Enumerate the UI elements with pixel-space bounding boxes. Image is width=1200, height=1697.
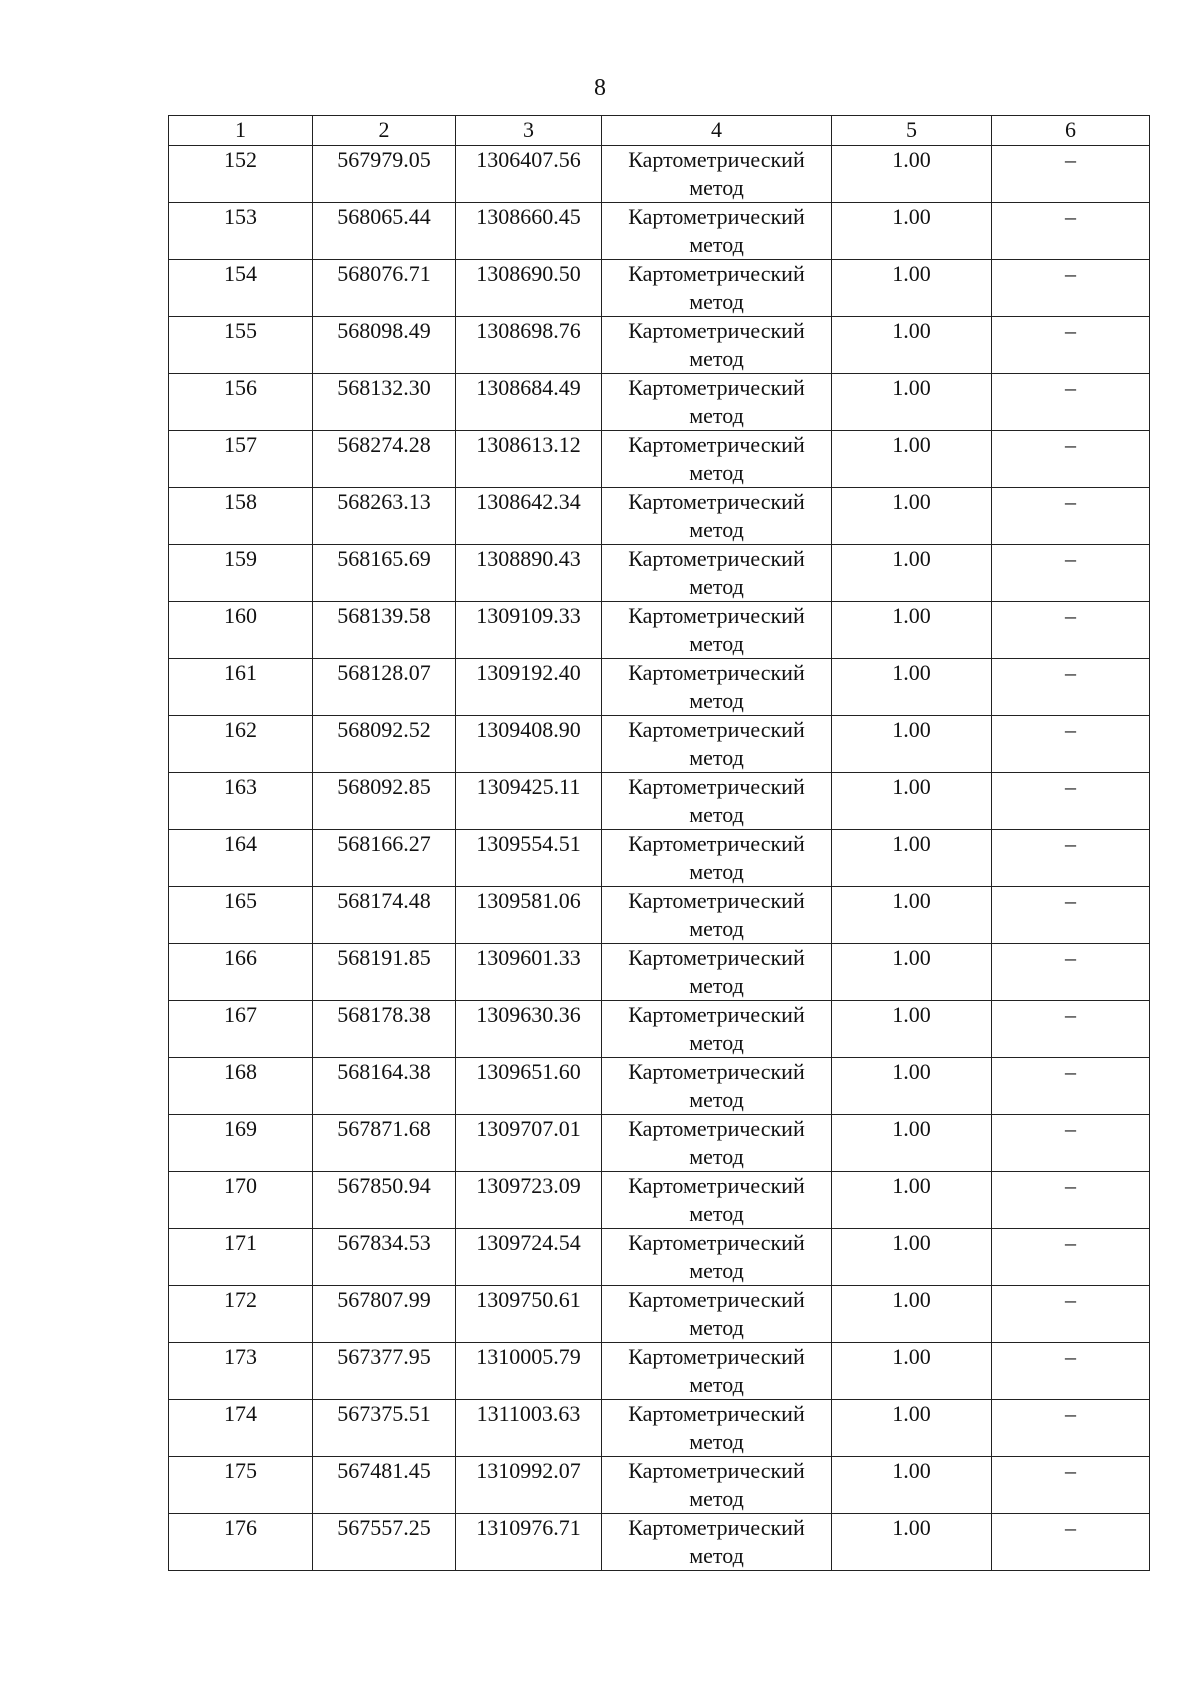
method-cell: Картометрический метод [602, 1058, 832, 1115]
x-coordinate-cell: 568076.71 [313, 260, 456, 317]
column-header: 3 [456, 116, 602, 146]
method-cell: Картометрический метод [602, 431, 832, 488]
table-row [169, 545, 1150, 602]
method-cell: Картометрический метод [602, 887, 832, 944]
method-cell: Картометрический метод [602, 146, 832, 203]
y-coordinate-cell: 1310005.79 [456, 1343, 602, 1400]
point-number-cell: 159 [169, 545, 313, 602]
note-cell: – [992, 602, 1150, 659]
table-row [169, 1001, 1150, 1058]
table-row [169, 830, 1150, 887]
note-cell: – [992, 1514, 1150, 1571]
note-cell: – [992, 659, 1150, 716]
method-cell: Картометрический метод [602, 374, 832, 431]
table-row [169, 773, 1150, 830]
y-coordinate-cell: 1309581.06 [456, 887, 602, 944]
accuracy-cell: 1.00 [832, 944, 992, 1001]
y-coordinate-cell: 1308660.45 [456, 203, 602, 260]
point-number-cell: 152 [169, 146, 313, 203]
point-number-cell: 153 [169, 203, 313, 260]
y-coordinate-cell: 1308613.12 [456, 431, 602, 488]
accuracy-cell: 1.00 [832, 260, 992, 317]
point-number-cell: 172 [169, 1286, 313, 1343]
table-row [169, 716, 1150, 773]
x-coordinate-cell: 567871.68 [313, 1115, 456, 1172]
y-coordinate-cell: 1308684.49 [456, 374, 602, 431]
y-coordinate-cell: 1309651.60 [456, 1058, 602, 1115]
method-cell: Картометрический метод [602, 830, 832, 887]
note-cell: – [992, 944, 1150, 1001]
table-row [169, 146, 1150, 203]
y-coordinate-cell: 1308890.43 [456, 545, 602, 602]
y-coordinate-cell: 1311003.63 [456, 1400, 602, 1457]
accuracy-cell: 1.00 [832, 317, 992, 374]
x-coordinate-cell: 567807.99 [313, 1286, 456, 1343]
note-cell: – [992, 203, 1150, 260]
accuracy-cell: 1.00 [832, 545, 992, 602]
point-number-cell: 160 [169, 602, 313, 659]
accuracy-cell: 1.00 [832, 374, 992, 431]
method-cell: Картометрический метод [602, 602, 832, 659]
y-coordinate-cell: 1309750.61 [456, 1286, 602, 1343]
x-coordinate-cell: 568263.13 [313, 488, 456, 545]
accuracy-cell: 1.00 [832, 1115, 992, 1172]
y-coordinate-cell: 1308690.50 [456, 260, 602, 317]
point-number-cell: 167 [169, 1001, 313, 1058]
method-cell: Картометрический метод [602, 317, 832, 374]
x-coordinate-cell: 568092.85 [313, 773, 456, 830]
table-row [169, 1172, 1150, 1229]
table-row [169, 260, 1150, 317]
x-coordinate-cell: 567850.94 [313, 1172, 456, 1229]
accuracy-cell: 1.00 [832, 773, 992, 830]
y-coordinate-cell: 1309723.09 [456, 1172, 602, 1229]
y-coordinate-cell: 1306407.56 [456, 146, 602, 203]
header-row [169, 116, 1150, 146]
column-header: 4 [602, 116, 832, 146]
table-row [169, 1229, 1150, 1286]
accuracy-cell: 1.00 [832, 1058, 992, 1115]
method-cell: Картометрический метод [602, 545, 832, 602]
method-cell: Картометрический метод [602, 944, 832, 1001]
table-row [169, 203, 1150, 260]
accuracy-cell: 1.00 [832, 1286, 992, 1343]
y-coordinate-cell: 1310976.71 [456, 1514, 602, 1571]
y-coordinate-cell: 1309630.36 [456, 1001, 602, 1058]
table-body [169, 146, 1150, 1571]
coordinates-table [168, 115, 1150, 1571]
x-coordinate-cell: 568065.44 [313, 203, 456, 260]
table-row [169, 944, 1150, 1001]
note-cell: – [992, 887, 1150, 944]
accuracy-cell: 1.00 [832, 1514, 992, 1571]
method-cell: Картометрический метод [602, 1001, 832, 1058]
point-number-cell: 166 [169, 944, 313, 1001]
accuracy-cell: 1.00 [832, 830, 992, 887]
note-cell: – [992, 716, 1150, 773]
point-number-cell: 164 [169, 830, 313, 887]
accuracy-cell: 1.00 [832, 1400, 992, 1457]
accuracy-cell: 1.00 [832, 488, 992, 545]
y-coordinate-cell: 1309109.33 [456, 602, 602, 659]
accuracy-cell: 1.00 [832, 716, 992, 773]
note-cell: – [992, 317, 1150, 374]
accuracy-cell: 1.00 [832, 1172, 992, 1229]
point-number-cell: 175 [169, 1457, 313, 1514]
note-cell: – [992, 1229, 1150, 1286]
x-coordinate-cell: 567557.25 [313, 1514, 456, 1571]
accuracy-cell: 1.00 [832, 887, 992, 944]
method-cell: Картометрический метод [602, 203, 832, 260]
column-header: 1 [169, 116, 313, 146]
y-coordinate-cell: 1309425.11 [456, 773, 602, 830]
table-row [169, 1514, 1150, 1571]
point-number-cell: 156 [169, 374, 313, 431]
y-coordinate-cell: 1309408.90 [456, 716, 602, 773]
table-row [169, 1343, 1150, 1400]
point-number-cell: 158 [169, 488, 313, 545]
accuracy-cell: 1.00 [832, 1229, 992, 1286]
note-cell: – [992, 545, 1150, 602]
note-cell: – [992, 830, 1150, 887]
point-number-cell: 168 [169, 1058, 313, 1115]
note-cell: – [992, 1286, 1150, 1343]
table-row [169, 1400, 1150, 1457]
point-number-cell: 173 [169, 1343, 313, 1400]
table-row [169, 659, 1150, 716]
column-header: 5 [832, 116, 992, 146]
x-coordinate-cell: 567834.53 [313, 1229, 456, 1286]
x-coordinate-cell: 568139.58 [313, 602, 456, 659]
note-cell: – [992, 374, 1150, 431]
column-header: 6 [992, 116, 1150, 146]
x-coordinate-cell: 568174.48 [313, 887, 456, 944]
x-coordinate-cell: 568098.49 [313, 317, 456, 374]
point-number-cell: 174 [169, 1400, 313, 1457]
accuracy-cell: 1.00 [832, 1001, 992, 1058]
table-row [169, 374, 1150, 431]
method-cell: Картометрический метод [602, 1286, 832, 1343]
x-coordinate-cell: 568132.30 [313, 374, 456, 431]
y-coordinate-cell: 1309724.54 [456, 1229, 602, 1286]
method-cell: Картометрический метод [602, 260, 832, 317]
point-number-cell: 154 [169, 260, 313, 317]
x-coordinate-cell: 568092.52 [313, 716, 456, 773]
note-cell: – [992, 1001, 1150, 1058]
y-coordinate-cell: 1308698.76 [456, 317, 602, 374]
note-cell: – [992, 146, 1150, 203]
point-number-cell: 176 [169, 1514, 313, 1571]
note-cell: – [992, 1343, 1150, 1400]
x-coordinate-cell: 567481.45 [313, 1457, 456, 1514]
table-row [169, 488, 1150, 545]
point-number-cell: 162 [169, 716, 313, 773]
method-cell: Картометрический метод [602, 1229, 832, 1286]
accuracy-cell: 1.00 [832, 146, 992, 203]
x-coordinate-cell: 568164.38 [313, 1058, 456, 1115]
x-coordinate-cell: 568128.07 [313, 659, 456, 716]
point-number-cell: 170 [169, 1172, 313, 1229]
column-header: 2 [313, 116, 456, 146]
x-coordinate-cell: 567979.05 [313, 146, 456, 203]
table-row [169, 1115, 1150, 1172]
x-coordinate-cell: 567377.95 [313, 1343, 456, 1400]
accuracy-cell: 1.00 [832, 602, 992, 659]
note-cell: – [992, 260, 1150, 317]
y-coordinate-cell: 1308642.34 [456, 488, 602, 545]
method-cell: Картометрический метод [602, 1115, 832, 1172]
page-number: 8 [594, 75, 606, 101]
table-row [169, 1286, 1150, 1343]
method-cell: Картометрический метод [602, 1343, 832, 1400]
point-number-cell: 155 [169, 317, 313, 374]
point-number-cell: 165 [169, 887, 313, 944]
method-cell: Картометрический метод [602, 773, 832, 830]
table-row [169, 317, 1150, 374]
note-cell: – [992, 773, 1150, 830]
x-coordinate-cell: 567375.51 [313, 1400, 456, 1457]
table-row [169, 602, 1150, 659]
x-coordinate-cell: 568191.85 [313, 944, 456, 1001]
method-cell: Картометрический метод [602, 1457, 832, 1514]
note-cell: – [992, 488, 1150, 545]
y-coordinate-cell: 1309707.01 [456, 1115, 602, 1172]
note-cell: – [992, 1115, 1150, 1172]
method-cell: Картометрический метод [602, 488, 832, 545]
method-cell: Картометрический метод [602, 659, 832, 716]
y-coordinate-cell: 1309192.40 [456, 659, 602, 716]
point-number-cell: 171 [169, 1229, 313, 1286]
method-cell: Картометрический метод [602, 1172, 832, 1229]
accuracy-cell: 1.00 [832, 1457, 992, 1514]
note-cell: – [992, 1400, 1150, 1457]
method-cell: Картометрический метод [602, 1400, 832, 1457]
note-cell: – [992, 1058, 1150, 1115]
y-coordinate-cell: 1309601.33 [456, 944, 602, 1001]
table-row [169, 431, 1150, 488]
table-row [169, 887, 1150, 944]
y-coordinate-cell: 1309554.51 [456, 830, 602, 887]
accuracy-cell: 1.00 [832, 659, 992, 716]
accuracy-cell: 1.00 [832, 1343, 992, 1400]
accuracy-cell: 1.00 [832, 203, 992, 260]
note-cell: – [992, 1457, 1150, 1514]
point-number-cell: 157 [169, 431, 313, 488]
note-cell: – [992, 431, 1150, 488]
y-coordinate-cell: 1310992.07 [456, 1457, 602, 1514]
x-coordinate-cell: 568166.27 [313, 830, 456, 887]
note-cell: – [992, 1172, 1150, 1229]
accuracy-cell: 1.00 [832, 431, 992, 488]
x-coordinate-cell: 568165.69 [313, 545, 456, 602]
point-number-cell: 163 [169, 773, 313, 830]
point-number-cell: 161 [169, 659, 313, 716]
method-cell: Картометрический метод [602, 1514, 832, 1571]
x-coordinate-cell: 568274.28 [313, 431, 456, 488]
method-cell: Картометрический метод [602, 716, 832, 773]
table-header [169, 116, 1150, 146]
table-row [169, 1058, 1150, 1115]
point-number-cell: 169 [169, 1115, 313, 1172]
x-coordinate-cell: 568178.38 [313, 1001, 456, 1058]
table-row [169, 1457, 1150, 1514]
